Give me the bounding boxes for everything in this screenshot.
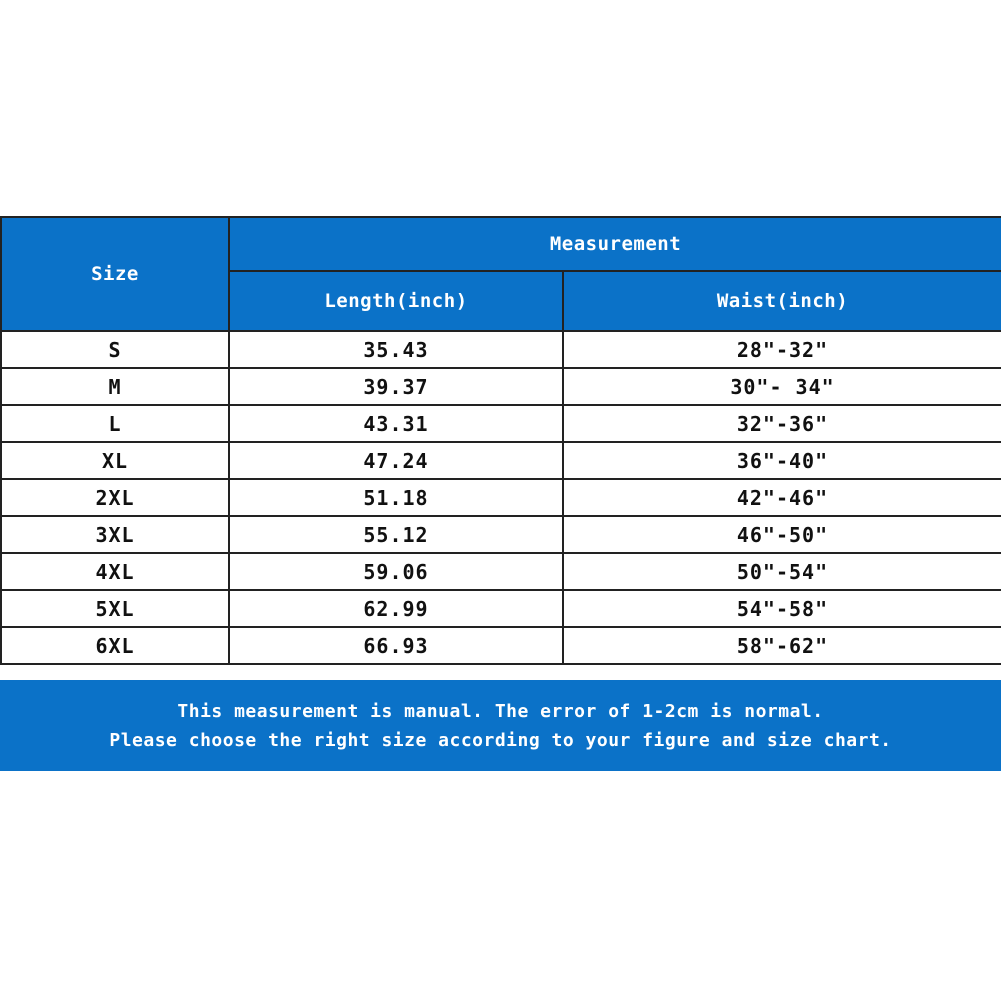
- table-row: [1, 405, 1001, 442]
- length-cell: 35.43: [229, 331, 563, 368]
- waist-column-header: Waist(inch): [563, 271, 1001, 331]
- size-chart-table: [0, 216, 1001, 665]
- size-cell: 2XL: [1, 479, 229, 516]
- waist-cell: 42"-46": [563, 479, 1001, 516]
- note-line-2: Please choose the right size according to your figure and size chart.: [109, 729, 892, 751]
- size-column-header: Size: [1, 217, 229, 331]
- length-cell: 62.99: [229, 590, 563, 627]
- table-row: [1, 479, 1001, 516]
- length-column-header: Length(inch): [229, 271, 563, 331]
- header-row-top: [1, 217, 1001, 271]
- note-line-1: This measurement is manual. The error of 1-2cm is normal.: [177, 700, 824, 722]
- size-cell: XL: [1, 442, 229, 479]
- length-cell: 39.37: [229, 368, 563, 405]
- waist-cell: 36"-40": [563, 442, 1001, 479]
- size-cell: L: [1, 405, 229, 442]
- table-row: [1, 442, 1001, 479]
- table-row: [1, 516, 1001, 553]
- measurement-group-header: Measurement: [229, 217, 1001, 271]
- length-cell: 51.18: [229, 479, 563, 516]
- length-cell: 59.06: [229, 553, 563, 590]
- size-cell: 6XL: [1, 627, 229, 664]
- waist-cell: 32"-36": [563, 405, 1001, 442]
- length-cell: 47.24: [229, 442, 563, 479]
- waist-cell: 30"- 34": [563, 368, 1001, 405]
- length-cell: 55.12: [229, 516, 563, 553]
- waist-cell: 46"-50": [563, 516, 1001, 553]
- measurement-note-banner: [0, 680, 1001, 771]
- table-row: [1, 553, 1001, 590]
- waist-cell: 28"-32": [563, 331, 1001, 368]
- size-cell: 3XL: [1, 516, 229, 553]
- waist-cell: 54"-58": [563, 590, 1001, 627]
- waist-cell: 50"-54": [563, 553, 1001, 590]
- table-row: [1, 627, 1001, 664]
- table-row: [1, 590, 1001, 627]
- length-cell: 43.31: [229, 405, 563, 442]
- table-row: [1, 331, 1001, 368]
- size-chart-body: [1, 217, 1001, 664]
- size-cell: 4XL: [1, 553, 229, 590]
- size-cell: M: [1, 368, 229, 405]
- size-cell: S: [1, 331, 229, 368]
- table-row: [1, 368, 1001, 405]
- length-cell: 66.93: [229, 627, 563, 664]
- waist-cell: 58"-62": [563, 627, 1001, 664]
- size-cell: 5XL: [1, 590, 229, 627]
